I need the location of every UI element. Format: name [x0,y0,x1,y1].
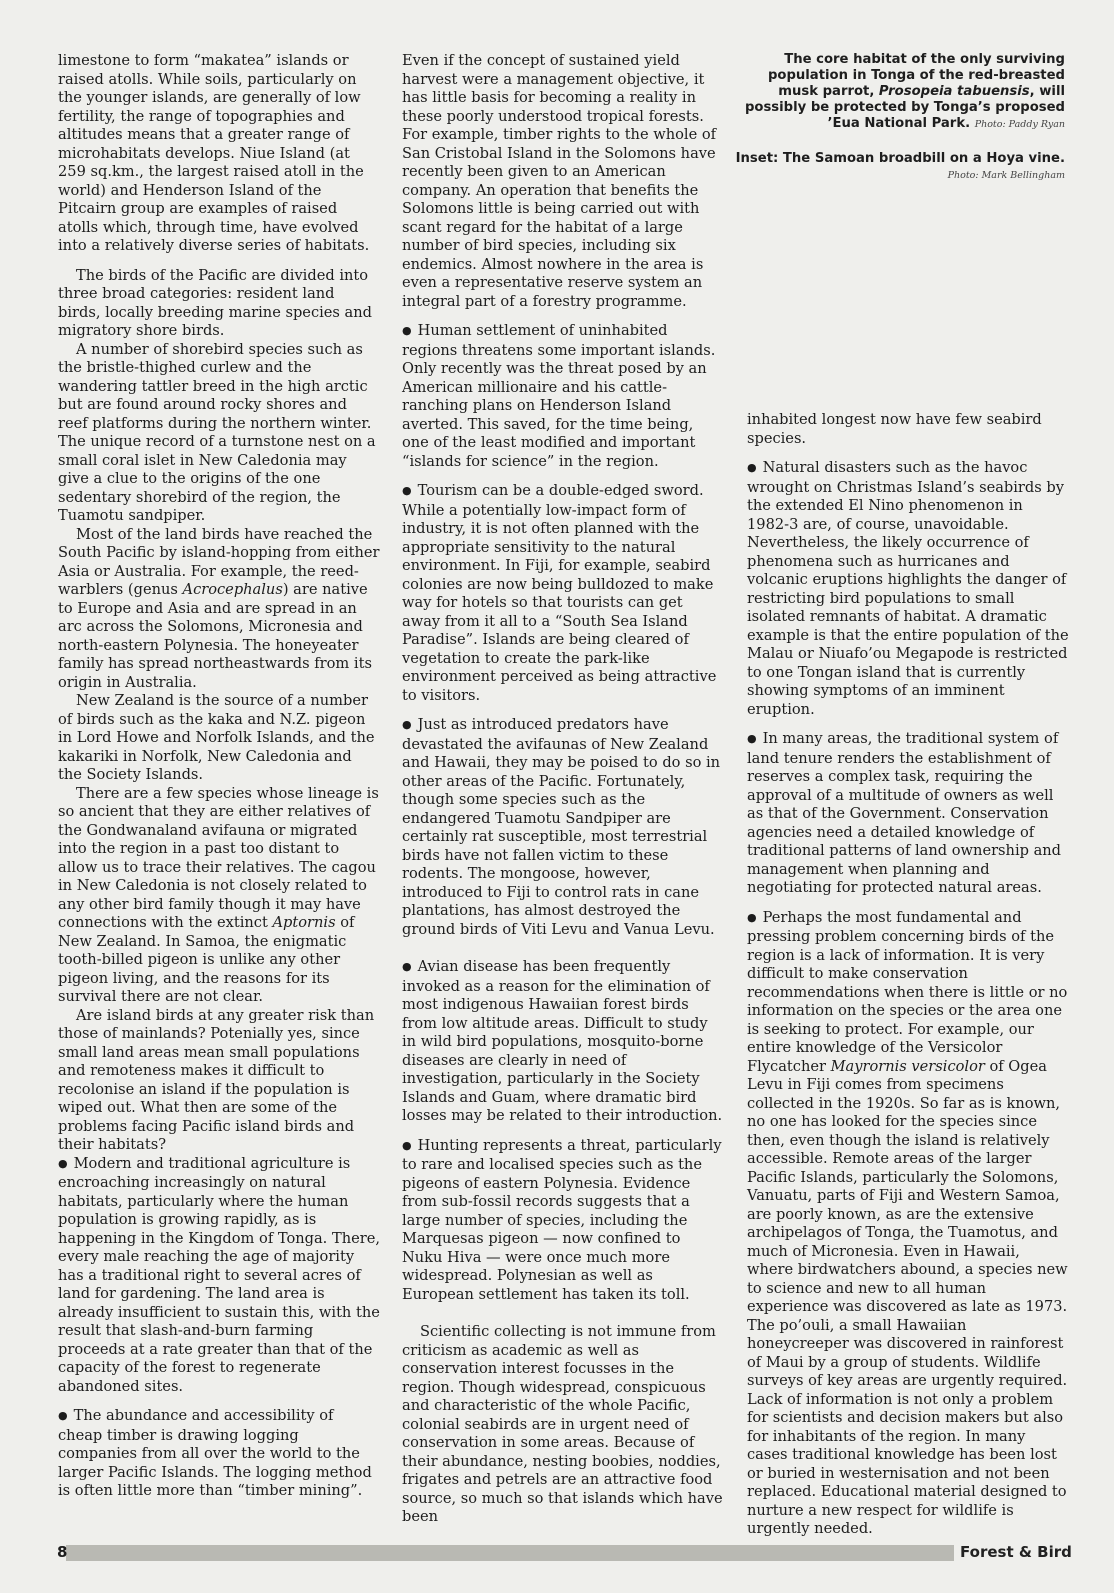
paragraph: Most of the land birds have reached the South Pacific by island-hopping from either Asia or Australia. For example, the reed-warblers (genus Acrocephalus) are native to Europe and Asia and are spread in an arc across the Solomons, Micronesia and north-eastern Polynesia. The honeyeater family has spread northeastwards from its origin in Australia. [58,525,380,691]
paragraph: There are a few species whose lineage is so ancient that they are either relatives of the Gondwanaland avifauna or migrated into the region in a past too distant to allow us to trace their relatives. The cagou in New Caledonia is not closely related to any other bird family though it may have connections with the extinct Aptornis of New Zealand. In Samoa, the enigmatic tooth-billed pigeon is unlike any other pigeon living, and the reasons for its survival there are not clear. [58,784,379,1005]
paragraph: inhabited longest now have few seabird species. [747,411,1042,447]
paragraph: A number of shorebird species such as the bristle-thighed curlew and the wandering tattler breed in the high arctic but are found around rocky shores and reef platforms during the northern winter. The unique record of a turnstone nest on a small coral islet in New Caledonia may give a clue to the origins of the one sedentary shorebird of the region, the Tuamotu sandpiper. [58,340,376,524]
paragraph: Even if the concept of sustained yield harvest were a management objective, it has little basis for becoming a reality in these poorly understood tropical forests. For example, timber rights to the whole of San Cristobal Island in the Solomons have recently been given to an American company. An operation that benefits the Solomons little is being carried out with scant regard for the habitat of a large number of bird species, including six endemics. Almost nowhere in the area is even a representative reserve system an integral part of a forestry programme. [402,52,717,310]
page-number: 8 [57,1543,68,1561]
text-column-2 [402,52,724,1527]
magazine-name: Forest & Bird [960,1543,1072,1561]
paragraph: Are island birds at any greater risk than those of mainlands? Potenially yes, since small land areas mean small populations and remoteness makes it difficult to recolonise an island if the population is wiped out. What then are some of the problems facing Pacific island birds and their habitats? [58,1006,375,1153]
bullet-paragraph: ● Tourism can be a double-edged sword. While a potentially low-impact form of industry, it is not often planned with the appropriate sensitivity to the natural environment. In Fiji, for example, seabird colonies are now being bulldozed to make way for hotels so that tourists can get away from it all to a “South Sea Island Paradise”. Islands are being cleared of vegetation to create the park-like environment perceived as being attractive to visitors. [402,482,724,705]
footer-rule [66,1545,954,1561]
text-column-1 [58,52,380,1501]
bullet-paragraph: ● Human settlement of uninhabited regions threatens some important islands. Only recently was the threat posed by an American millionaire and his cattle-ranching plans on Henderson Island averted. This saved, for the time being, one of the least modified and important “islands for science” in the region. [402,322,724,471]
paragraph: The birds of the Pacific are divided into three broad categories: resident land birds, locally breeding marine species and migratory shore birds. [58,266,372,339]
paragraph: limestone to form “makatea” islands or raised atolls. While soils, particularly on the younger islands, are generally of low fertility, the range of topographies and altitudes means that a greater range of microhabitats develops. Niue Island (at 259 sq.km., the largest raised atoll in the world) and Henderson Island of the Pitcairn group are examples of raised atolls which, through time, have evolved into a relatively diverse series of habitats. [58,52,370,254]
bullet-paragraph: ● Perhaps the most fundamental and pressing problem concerning birds of the region is a lack of information. It is very difficult to make conservation recommendations when there is little or no information on the species or the area one is seeking to protect. For example, our entire knowledge of the Versicolor Flycatcher Mayrornis versicolor of Ogea Levu in Fiji comes from specimens collected in the 1920s. So far as is known, no one has looked for the species since then, even though the island is relatively accessible. Remote areas of the larger Pacific Islands, particularly the Solomons, Vanuatu, parts of Fiji and Western Samoa, are poorly known, as are the extensive archipelagos of Tonga, the Tuamotus, and much of Micronesia. Even in Hawaii, where birdwatchers abound, a species new to science and new to all human experience was discovered as late as 1973. The po’ouli, a small Hawaiian honeycreeper was discovered in rainforest of Maui by a group of students. Wildlife surveys of key areas are urgently required. Lack of information is not only a problem for scientists and decision makers but also for inhabitants of the region. In many cases traditional knowledge has been lost or buried in westernisation and not been replaced. Educational material designed to nurture a new respect for wildlife is urgently needed. [747,909,1069,1539]
bullet-paragraph: ● Natural disasters such as the havoc wrought on Christmas Island’s seabirds by the extended El Nino phenomenon in 1982-3 are, of course, unavoidable. Nevertheless, the likely occurrence of phenomena such as hurricanes and volcanic eruptions highlights the danger of restricting bird populations to small isolated remnants of habitat. A dramatic example is that the entire population of the Malau or Niuafo’ou Megapode is restricted to one Tongan island that is currently showing symptoms of an imminent eruption. [747,459,1069,719]
paragraph: New Zealand is the source of a number of birds such as the kaka and N.Z. pigeon in Lord Howe and Norfolk Islands, and the kakariki in Norfolk, New Caledonia and the Society Islands. [58,692,375,783]
photo-caption [735,52,1065,184]
bullet-paragraph: ● Avian disease has been frequently invoked as a reason for the elimination of most indigenous Hawaiian forest birds from low altitude areas. Difficult to study in wild bird populations, mosquito-borne diseases are clearly in need of investigation, particularly in the Society Islands and Guam, where dramatic bird losses may be related to their introduction. [402,958,724,1126]
bullet-paragraph: ● Hunting represents a threat, particularly to rare and localised species such as the pigeons of eastern Polynesia. Evidence from sub-fossil records suggests that a large number of species, including the Marquesas pigeon — now confined to Nuku Hiva — were once much more widespread. Polynesian as well as European settlement has taken its toll. [402,1137,724,1305]
text-column-3 [747,411,1069,1539]
bullet-paragraph: ● In many areas, the traditional system of land tenure renders the establishment of reserves a complex task, requiring the approval of a multitude of owners as well as that of the Government. Conservation agencies need a detailed knowledge of traditional patterns of land ownership and management when planning and negotiating for protected natural areas. [747,730,1069,898]
photo-credit: Photo: Paddy Ryan [974,119,1065,130]
paragraph: Scientific collecting is not immune from criticism as academic as well as conservation interest focusses in the region. Though widespread, conspicuous and characteristic of the whole Pacific, colonial seabirds are in urgent need of conservation in some areas. Because of their abundance, nesting boobies, noddies, frigates and petrels are an attractive food source, so much so that islands which have been [402,1323,723,1525]
bullet-paragraph: ● Modern and traditional agriculture is encroaching increasingly on natural habitats, particularly where the human population is growing rapidly, as is happening in the Kingdom of Tonga. There, every male reaching the age of majority has a traditional right to several acres of land for gardening. The land area is already insufficient to sustain this, with the result that slash-and-burn farming proceeds at a rate greater than that of the capacity of the forest to regenerate abandoned sites. [58,1155,380,1397]
bullet-paragraph: ● Just as introduced predators have devastated the avifaunas of New Zealand and Hawaii, they may be poised to do so in other areas of the Pacific. Fortunately, though some species such as the endangered Tuamotu Sandpiper are certainly rat susceptible, most terrestrial birds have not fallen victim to these rodents. The mongoose, however, introduced to Fiji to control rats in cane plantations, has almost destroyed the ground birds of Viti Levu and Vanua Levu. [402,716,724,939]
inset-photo-credit: Photo: Mark Bellingham [947,170,1065,181]
inset-caption: Inset: The Samoan broadbill on a Hoya vine. [735,151,1065,166]
bullet-paragraph: ● The abundance and accessibility of cheap timber is drawing logging companies from all over the world to the larger Pacific Islands. The logging method is often little more than “timber mining”. [58,1407,380,1501]
caption-text: The core habitat of the only surviving population in Tonga of the red-breasted musk parrot, Prosopeia tabuensis, will possibly be protected by Tonga’s proposed ’Eua National Park. [744,52,1065,131]
